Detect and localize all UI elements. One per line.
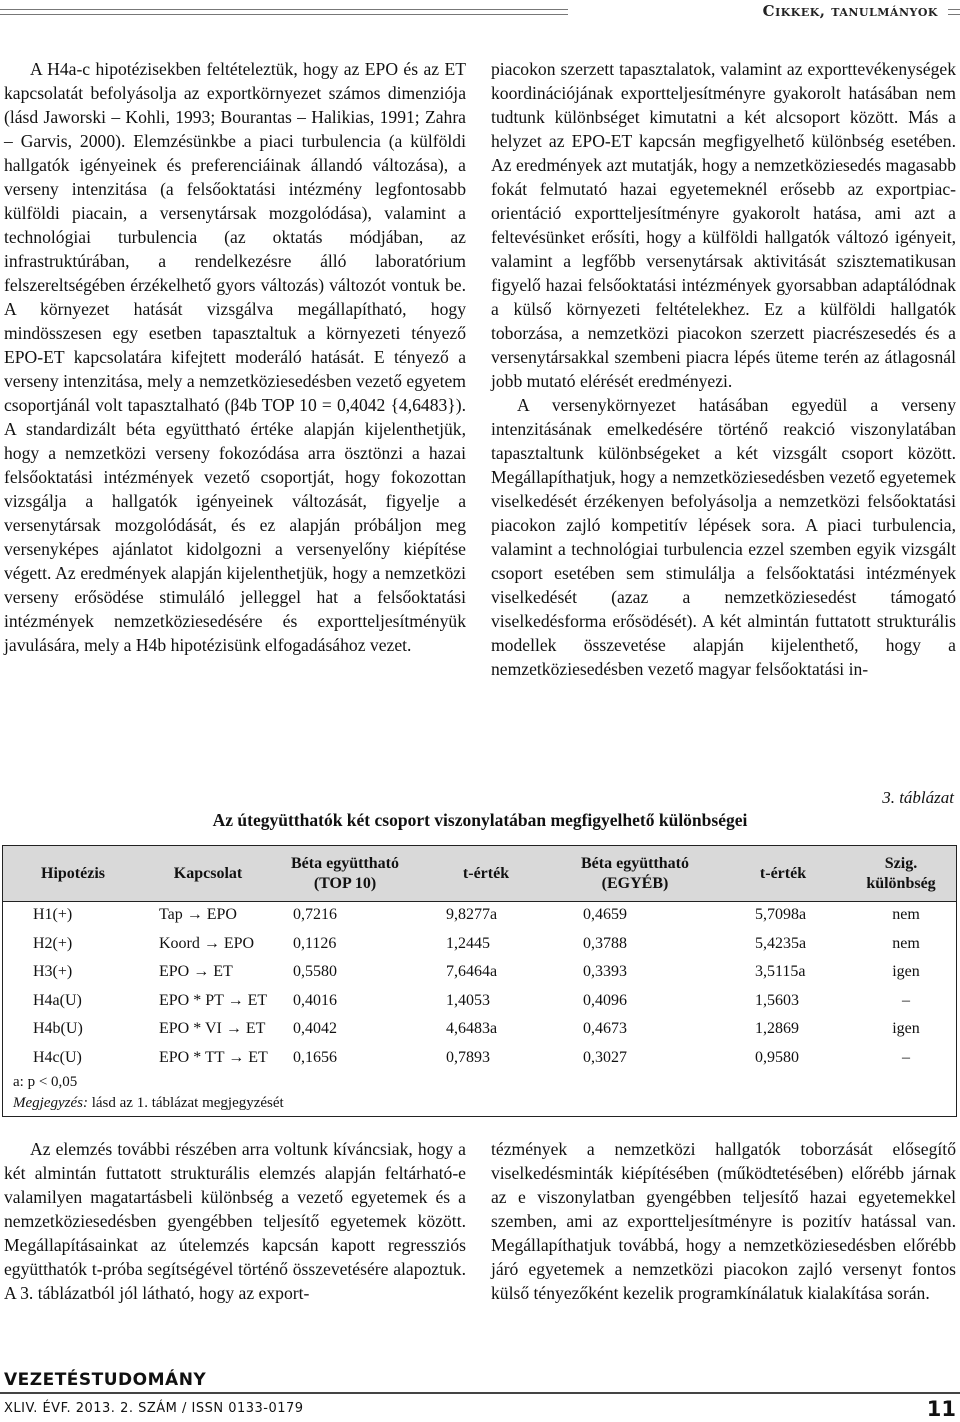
paragraph: A H4a-c hipotézisekben feltételeztük, hogy az EPO és az ET kapcsolatát befolyásolja az exportkörnyezet számos dimenziója (lásd Jaworski – Kohli, 1993; Bourantas – Halikias, 1991; Zahra – Garvis, 2000). Elemzésünkbe a piaci turbulencia (a külföldi hallgatók igényeinek és preferenciáinak állandó változása), a verseny intenzitása (a felsőoktatási intézmény legfontosabb külföldi piacain, a versenytársak mozgolódása), valamint a technológiai turbulencia (az oktatás módjában, az infrastruktúrában, a rendelkezésre álló laboratórium felszereltségében érzékelhető gyors változás) változót vontuk be. A környezet hatását vizsgálva megállapítható, hogy mindösszesen egy esetben tapasztaltuk a környezeti tényező EPO-ET kapcsolatára kifejtett moderáló hatását. E tényező a verseny intenzitása, mely a nemzetköziesedésben vezető egyetem csoportjánál volt tapasztalható (β4b TOP 10 = 0,4042 {4,6483}). A standardizált béta együttható értéke alapján kijelenthetjük, hogy a nemzetközi verseny fokozódása arra ösztönzi a hazai felsőoktatási intézmények vezető csoportját, hogy fokozottan vizsgálja a hallgatók igényeinek változását, figyelje a versenytársak mozgolódását, és ez alapján próbáljon meg versenyképes ajánlatot kidolgozni a versenyelőny kiépítése végett. Az eredmények alapján kijelenthetjük, hogy a nemzetközi verseny erősödése stimuláló jelleggel hat a felsőoktatási intézmények nemzetköziesedésére és exportteljesítményük javulására, mely a H4b hipotézisünk elfogadásához vezet. [4,59,466,655]
header-rule [0,9,568,15]
cell-t1: 4,6483a [446,1020,498,1037]
cell-t1: 1,2445 [446,934,490,952]
table-row [3,902,956,930]
cell-b1: 0,4042 [293,1020,337,1037]
cell-sig: nem [892,934,920,952]
table-title: Az útegyütthatók két csoport viszonylatában megfigyelhető különbségei [212,810,748,830]
table-note-significance: a: p < 0,05 [13,1074,78,1090]
journal-issue-info: XLIV. ÉVF. 2013. 2. SZÁM / ISSN 0133-0179 [4,1401,304,1416]
page-number: 11 [926,1397,956,1421]
cell-b2: 0,4096 [583,991,627,1009]
cell-hyp: H3(+) [33,963,73,980]
cell-hyp: H2(+) [33,934,73,952]
cell-rel: EPO * PT → ET [159,991,268,1009]
cell-t2: 1,5603 [755,991,799,1009]
cell-t1: 9,8277a [446,906,498,923]
cell-b2: 0,3393 [583,963,627,980]
table-row [3,931,956,959]
cell-hyp: H1(+) [33,906,73,923]
header-beta-top10: Béta együttható (TOP 10) [291,854,399,892]
cell-t1: 1,4053 [446,991,490,1009]
text-column-top-left [4,57,466,657]
header-rule-right [948,9,960,15]
header-szig-kulonbseg: Szig. különbség [866,854,936,892]
cell-b1: 0,1126 [293,934,337,952]
text-column-bottom-left [4,1137,466,1305]
cell-b2: 0,3788 [583,934,627,952]
results-table [2,845,957,1117]
cell-hyp: H4c(U) [33,1048,82,1066]
cell-rel: EPO * VI → ET [159,1020,266,1037]
cell-b2: 0,4673 [583,1020,627,1037]
footer-rule [0,1392,960,1394]
cell-b2: 0,4659 [583,906,627,923]
table-number: 3. táblázat [882,788,954,807]
note-text: lásd az 1. táblázat megjegyzését [91,1095,284,1111]
header-beta-egyeb: Béta együttható (EGYÉB) [581,854,689,892]
paragraph: tézmények a nemzetközi hallgatók toborzását elősegítő viselkedésminták kiépítésében (működtetésében) előrébb járnak az e viszonylatban gyengébben teljesítő hazai egyetemekkel szemben, ami az exportteljesítményre is pozitív hatással van. Megállapíthatjuk továbbá, hogy a nemzetköziesedésben előrébb járó egyetemek a nemzetközi piacokon zajló versenyt fontos külső tényezőként kezelik programkínálatuk kialakítása során. [491,1139,956,1303]
paragraph: A versenykörnyezet hatásában egyedül a verseny intenzitásának emelkedésére történő reakció viszonylatában tapasztaltunk különbségeket a két vizsgált csoport között. Megállapíthatjuk, hogy a nemzetköziesedésben vezető egyetemek viselkedését érzékenyen befolyásolja a nemzetközi felsőoktatási piacokon zajló kompetitív lépések sora. A piaci turbulencia, valamint a technológiai turbulencia ezzel szemben egyik vizsgált csoport esetében sem stimulálja a felsőoktatási intézmények viselkedését (azaz a nemzetköziesedést támogató viselkedésforma erősödését). A két almintán futtatott strukturális modellek összevetése alapján kijelenthető, hogy a nemzetköziesedésben vezető magyar felsőoktatási in- [491,395,956,679]
cell-t2: 1,2869 [755,1020,799,1037]
text-column-bottom-right [491,1137,956,1305]
table-row [3,1045,956,1073]
cell-t2: 5,7098a [755,906,807,923]
cell-t2: 3,5115a [755,963,806,980]
header-kapcsolat: Kapcsolat [173,864,243,882]
cell-t1: 7,6464a [446,963,498,980]
cell-sig: igen [892,1020,920,1037]
text-column-top-right [491,57,956,681]
header-t-ertek-2: t-érték [759,864,807,882]
cell-t2: 0,9580 [755,1048,799,1066]
cell-sig: – [902,991,910,1009]
cell-rel: Tap → EPO [159,906,237,923]
cell-b1: 0,1656 [293,1048,337,1066]
table-row [3,1016,956,1044]
cell-sig: nem [892,906,920,923]
cell-hyp: H4a(U) [33,991,82,1009]
cell-t1: 0,7893 [446,1048,490,1066]
paragraph: Az elemzés további részében arra voltunk kíváncsiak, hogy a két almintán futtatott strukturális elemzés alapján feltárható-e valamilyen magatartásbeli különbség a vezető egyetemek és a nemzetköziesedésben gyengébben teljesítő egyetemek között. Megállapításainkat az útelemzés kapcsán kapott regressziós együtthatók t-próba segítségével történő összevetésére alapoztuk. A 3. táblázatból jól látható, hogy az export- [4,1139,466,1303]
table-header-row [3,846,956,902]
cell-b1: 0,4016 [293,991,337,1009]
page-header [0,0,960,26]
journal-brand: VEZETÉSTUDOMÁNY [4,1370,207,1390]
cell-sig: – [902,1048,910,1066]
table-note [13,1095,284,1112]
note-label: Megjegyzés: [13,1095,88,1111]
cell-rel: EPO → ET [159,963,233,980]
cell-rel: Koord → EPO [159,934,255,952]
cell-t2: 5,4235a [755,934,807,952]
paragraph: piacokon szerzett tapasztalatok, valamint az exporttevékenységek koordinációjának exportteljesítményre gyakorolt hatásában nem tudtunk különbséget kimutatni a két alcsoport között. Más a helyzet az EPO-ET kapcsán megfigyelhető különbség esetében. Az eredmények azt mutatják, hogy a nemzetköziesedés magasabb fokát felmutató hazai egyetemeknél erősebb az exportpiac-orientáció exportteljesítményre gyakorolt hatása, ami azt a feltevésünket erősíti, hogy a külföldi hallgatók változó igényeit, valamint a legfőbb versenytársak aktivitását szisztematikusan figyelő hazai felsőoktatási intézmények gyorsabban adaptálódnak a külső környezeti feltételekhez. Ez a külföldi hallgatók toborzása, a nemzetközi piacokon szerzett piacrészesedés és a versenytársakkal szembeni piacra lépés üteme terén az átlagosnál jobb mutató elérését eredményezi. [491,59,956,391]
table-row [3,959,956,987]
header-hipotezis: Hipotézis [41,864,105,882]
cell-b2: 0,3027 [583,1048,627,1066]
table-row [3,988,956,1016]
cell-hyp: H4b(U) [33,1020,83,1037]
cell-b1: 0,5580 [293,963,337,980]
section-title: Cikkek, tanulmányok [762,2,938,20]
cell-b1: 0,7216 [293,906,337,923]
cell-sig: igen [892,963,920,980]
header-t-ertek-1: t-érték [462,864,510,882]
cell-rel: EPO * TT → ET [159,1048,268,1066]
